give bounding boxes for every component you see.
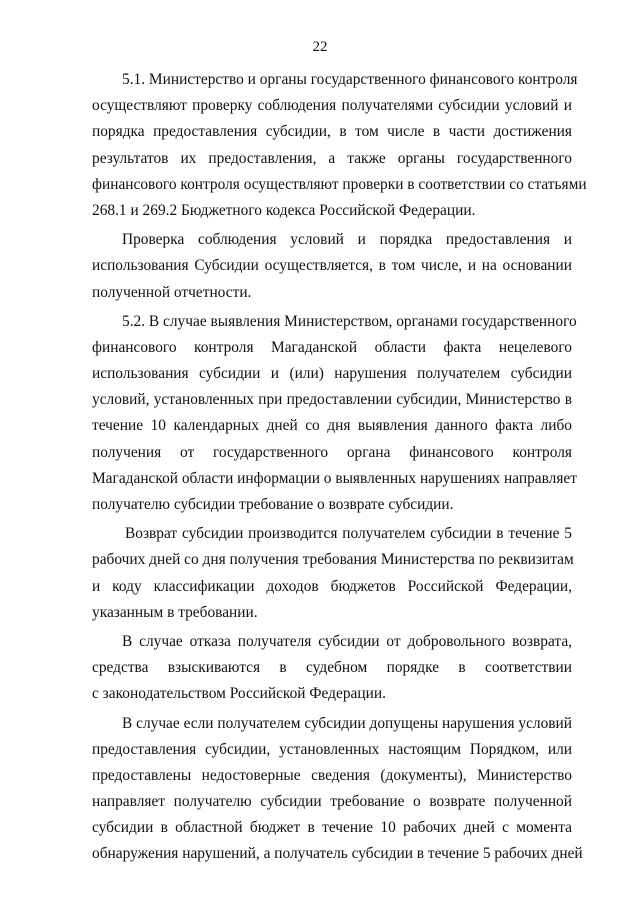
- text-line: направляет получателю субсидии требование о возврате полученной: [92, 793, 572, 811]
- text-line: осуществляют проверку соблюдения получателями субсидии условий и: [92, 97, 572, 115]
- text-line: Проверка соблюдения условий и порядка предоставления и: [122, 231, 572, 249]
- text-line: В случае отказа получателя субсидии от добровольного возврата,: [122, 632, 572, 650]
- text-line: с законодательством Российской Федерации.: [92, 685, 386, 703]
- text-line: 268.1 и 269.2 Бюджетного кодекса Российской Федерации.: [92, 201, 476, 219]
- paragraph-5-2: [92, 309, 577, 519]
- text-line: Возврат субсидии производится получателем субсидии в течение 5: [125, 525, 572, 543]
- text-line: указанным в требовании.: [92, 603, 258, 621]
- text-line: порядка предоставления субсидии, в том числе в части достижения: [92, 123, 572, 141]
- text-line: условий, установленных при предоставлении субсидии, Министерство в: [92, 391, 572, 409]
- text-line: полученной отчетности.: [92, 283, 252, 301]
- text-line: получателю субсидии требование о возврате субсидии.: [92, 496, 454, 513]
- text-line: 5.1. Министерство и органы государственного финансового контроля: [122, 71, 578, 88]
- page-number: 22: [312, 39, 328, 55]
- text-line: субсидии в областной бюджет в течение 10 рабочих дней с момента: [92, 819, 572, 837]
- text-line: использования Субсидии осуществляется, в том числе, и на основании: [92, 257, 572, 275]
- text-line: получения от государственного органа финансового контроля: [92, 443, 572, 461]
- text-line: и коду классификации доходов бюджетов Российской Федерации,: [92, 577, 572, 595]
- text-line: В случае если получателем субсидии допущены нарушения условий: [122, 714, 573, 732]
- paragraph-5-1: [92, 67, 587, 224]
- text-line: финансового контроля Магаданской области факта нецелевого: [92, 338, 572, 356]
- text-line: обнаружения нарушений, а получатель субсидии в течение 5 рабочих дней: [92, 845, 583, 863]
- text-line: финансового контроля осуществляют проверки в соответствии со статьями: [92, 175, 587, 193]
- text-line: результатов их предоставления, а также органы государственного: [92, 149, 572, 167]
- paragraph-verification: [92, 227, 572, 306]
- text-line: Магаданской области информации о выявленных нарушениях направляет: [92, 469, 577, 487]
- paragraph-refund: [92, 521, 572, 626]
- paragraph-refusal: [92, 629, 572, 708]
- text-line: предоставлены недостоверные сведения (документы), Министерство: [92, 766, 572, 784]
- text-line: использования субсидии и (или) нарушения получателем субсидии: [92, 365, 572, 383]
- text-line: течение 10 календарных дней со дня выявления данного факта либо: [92, 417, 572, 435]
- text-line: 5.2. В случае выявления Министерством, органами государственного: [122, 312, 577, 330]
- text-line: рабочих дней со дня получения требования Министерства по реквизитам: [92, 551, 574, 569]
- text-line: предоставления субсидии, установленных настоящим Порядком, или: [92, 740, 572, 758]
- paragraph-violations: [92, 711, 583, 868]
- document-body: [92, 67, 587, 871]
- text-line: средства взыскиваются в судебном порядке в соответствии: [92, 659, 572, 677]
